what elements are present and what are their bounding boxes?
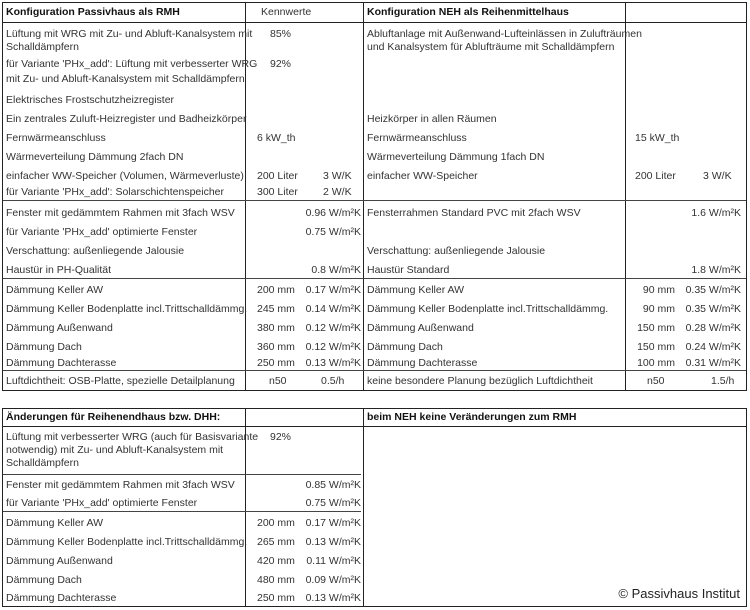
left-ins-thickness: 245 mm [257,303,295,315]
right-storage-vol: 200 Liter [635,170,676,182]
right-ins-u: 0.35 W/m²K [685,303,741,315]
header-kennwerte: Kennwerte [261,6,312,18]
right-ins-u: 0.31 W/m²K [685,357,741,369]
left-ins-u: 0.12 W/m²K [305,341,361,353]
left-ins-label: Dämmung Außenwand [6,322,113,334]
left-window-opt: für Variante 'PHx_add' optimierte Fenster [6,226,198,238]
left-solar-vol: 300 Liter [257,186,298,198]
changes-ins-thickness: 265 mm [257,536,295,548]
left-vent-2b: mit Zu- und Abluft-Kanalsystem mit Schalldämpfern [6,73,245,85]
changes-ins-u: 0.13 W/m²K [305,536,361,548]
right-ins-thickness: 150 mm [637,341,675,353]
changes-ins-u: 0.13 W/m²K [305,592,361,604]
left-door: Haustür in PH-Qualität [6,264,112,276]
right-window: Fensterrahmen Standard PVC mit 2fach WSV [367,207,581,219]
right-ins-u: 0.35 W/m²K [685,284,741,296]
right-window-val: 1.6 W/m²K [691,207,741,219]
left-storage-vol: 200 Liter [257,170,298,182]
right-airtight-val: 1.5/h [711,375,735,387]
right-ins-label: Dämmung Dach [367,341,443,353]
left-airtight-val: 0.5/h [321,375,345,387]
left-vent-1-val: 85% [270,28,292,40]
header-neh: Konfiguration NEH als Reihenmittelhaus [367,6,569,18]
left-shading: Verschattung: außenliegende Jalousie [6,245,185,257]
right-ins-label: Dämmung Dachterasse [367,357,478,369]
config-table-rmh [2,2,747,391]
left-ins-label: Dämmung Dachterasse [6,357,117,369]
left-ins-label: Dämmung Dach [6,341,82,353]
header-passivhaus: Konfiguration Passivhaus als RMH [6,6,180,18]
left-vent-2-val: 92% [270,58,292,70]
right-shading: Verschattung: außenliegende Jalousie [367,245,546,257]
left-window-val: 0.96 W/m²K [305,207,361,219]
changes-vent-1: Lüftung mit verbesserter WRG (auch für Basisvariante [6,431,259,443]
changes-ins-thickness: 420 mm [257,555,295,567]
changes-ins-label: Dämmung Keller Bodenplatte incl.Trittschalldämmg. [6,536,248,548]
right-door: Haustür Standard [367,264,450,276]
right-ins-thickness: 90 mm [642,303,675,315]
right-ins-thickness: 100 mm [637,357,675,369]
right-airtight: keine besondere Planung bezüglich Luftdichtheit [367,375,593,387]
left-solar-loss: 2 W/K [323,186,352,198]
left-ins-thickness: 360 mm [257,341,295,353]
left-ins-thickness: 250 mm [257,357,295,369]
left-window: Fenster mit gedämmtem Rahmen mit 3fach WSV [6,207,235,219]
left-storage-loss: 3 W/K [323,170,352,182]
left-door-val: 0.8 W/m²K [311,264,361,276]
right-district-val: 15 kW_th [635,132,680,144]
right-storage: einfacher WW-Speicher [367,170,478,182]
changes-ins-label: Dämmung Keller AW [6,517,104,529]
changes-window-opt-val: 0.75 W/m²K [305,497,361,509]
right-ins-thickness: 150 mm [637,322,675,334]
changes-ins-u: 0.17 W/m²K [305,517,361,529]
changes-window-opt: für Variante 'PHx_add' optimierte Fenster [6,497,198,509]
left-ins-u: 0.12 W/m²K [305,322,361,334]
left-distribution: Wärmeverteilung Dämmung 2fach DN [6,151,184,163]
changes-table-rehh [2,408,747,607]
left-airtight: Luftdichtheit: OSB-Platte, spezielle Detailplanung [6,375,235,387]
right-district: Fernwärmeanschluss [367,132,467,144]
right-ins-u: 0.28 W/m²K [685,322,741,334]
right-ins-u: 0.24 W/m²K [685,341,741,353]
changes-ins-thickness: 200 mm [257,517,295,529]
copyright-notice: © Passivhaus Institut [618,586,740,601]
left-window-opt-val: 0.75 W/m²K [305,226,361,238]
changes-vent-1c: Schalldämpfern [6,457,79,469]
changes-vent-1b: notwendig) mit Zu- und Abluft-Kanalsystem mit [6,444,224,456]
right-storage-loss: 3 W/K [703,170,732,182]
left-vent-2: für Variante 'PHx_add': Lüftung mit verbesserter WRG [6,58,258,70]
changes-ins-label: Dämmung Außenwand [6,555,113,567]
left-district-val: 6 kW_th [257,132,296,144]
left-ins-label: Dämmung Keller AW [6,284,104,296]
left-solar: für Variante 'PHx_add': Solarschichtenspeicher [6,186,225,198]
right-ins-label: Dämmung Keller Bodenplatte incl.Trittschalldämmg. [367,303,609,315]
left-ins-u: 0.13 W/m²K [305,357,361,369]
changes-ins-thickness: 480 mm [257,574,295,586]
left-vent-1b: Schalldämpfern [6,41,79,53]
left-heater: Ein zentrales Zuluft-Heizregister und Badheizkörper [6,113,247,125]
left-ins-thickness: 380 mm [257,322,295,334]
right-airtight-key: n50 [647,375,665,387]
changes-ins-label: Dämmung Dachterasse [6,592,117,604]
left-ins-u: 0.14 W/m²K [305,303,361,315]
left-storage: einfacher WW-Speicher (Volumen, Wärmeverluste) [6,170,244,182]
left-ins-u: 0.17 W/m²K [305,284,361,296]
changes-ins-thickness: 250 mm [257,592,295,604]
left-ins-label: Dämmung Keller Bodenplatte incl.Trittschalldämmg. [6,303,248,315]
right-ins-label: Dämmung Keller AW [367,284,465,296]
right-ins-label: Dämmung Außenwand [367,322,474,334]
left-airtight-key: n50 [269,375,287,387]
changes-ins-u: 0.11 W/m²K [306,555,361,567]
changes-ins-label: Dämmung Dach [6,574,82,586]
right-vent-1: Abluftanlage mit Außenwand-Lufteinlässen in Zulufträumen [367,28,642,40]
header-changes: Änderungen für Reihenendhaus bzw. DHH: [6,411,221,423]
changes-ins-u: 0.09 W/m²K [305,574,361,586]
left-district: Fernwärmeanschluss [6,132,106,144]
right-door-val: 1.8 W/m²K [691,264,741,276]
changes-window: Fenster mit gedämmtem Rahmen mit 3fach WSV [6,479,235,491]
left-frost: Elektrisches Frostschutzheizregister [6,94,175,106]
right-distribution: Wärmeverteilung Dämmung 1fach DN [367,151,545,163]
right-heater: Heizkörper in allen Räumen [367,113,497,125]
changes-vent-val: 92% [270,431,292,443]
header-neh-no-changes: beim NEH keine Veränderungen zum RMH [367,411,577,423]
left-ins-thickness: 200 mm [257,284,295,296]
right-ins-thickness: 90 mm [642,284,675,296]
changes-window-val: 0.85 W/m²K [305,479,361,491]
right-vent-1b: und Kanalsystem für Ablufträume mit Schalldämpfern [367,41,615,53]
left-vent-1: Lüftung mit WRG mit Zu- und Abluft-Kanalsystem mit [6,28,253,40]
